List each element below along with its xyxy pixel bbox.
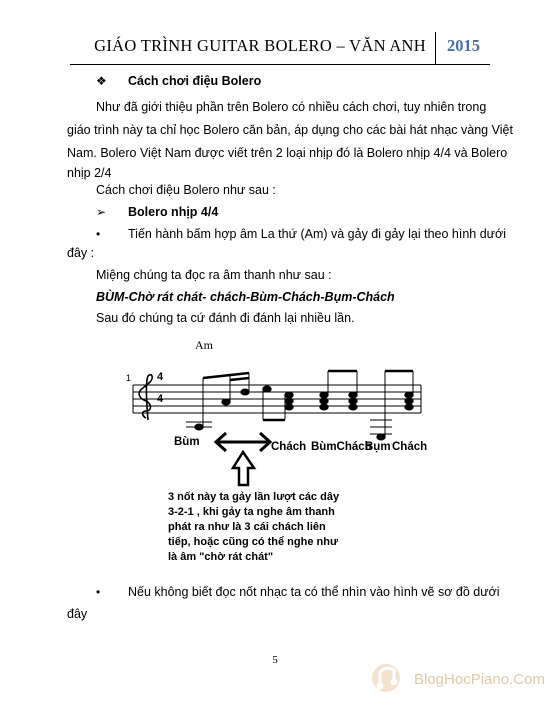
section-heading: Cách chơi điệu Bolero: [128, 74, 262, 88]
paragraph-line-1: Như đã giới thiệu phần trên Bolero có nhiều cách chơi, tuy nhiên trong: [96, 100, 487, 114]
step1-line-2: đây :: [67, 246, 95, 260]
header-title: GIÁO TRÌNH GUITAR BOLERO – VĂN ANH: [94, 36, 426, 55]
annotation-line: là âm "chờ rát chát": [168, 551, 274, 563]
double-arrow-icon: [216, 433, 270, 451]
dot-bullet-icon: •: [96, 585, 101, 599]
paragraph-line-2: giáo trình này ta chỉ học Bolero căn bản, áp dụng cho các bài hát nhạc vàng Việt: [67, 123, 513, 137]
label-bumchach: BùmChách: [311, 441, 372, 453]
annotation-line: phát ra như là 3 cái chách liên: [168, 521, 326, 533]
dot-bullet-icon: •: [96, 227, 101, 241]
time-signature-bottom: 4: [157, 393, 164, 405]
step2-line-1: Nếu không biết đọc nốt nhạc ta có thể nhìn vào hình vẽ sơ đồ dưới: [128, 585, 500, 599]
note-a: [222, 399, 230, 405]
up-arrow-icon: [233, 452, 254, 485]
chord-symbol: Am: [195, 338, 213, 352]
page-number: 5: [272, 654, 278, 666]
note-group-1: [186, 373, 293, 430]
note-e: [263, 386, 271, 392]
diamond-bullet-icon: ❖: [96, 74, 107, 88]
beam: [203, 373, 249, 378]
header-year: 2015: [447, 36, 480, 55]
label-chach-1: Chách: [271, 441, 307, 453]
step1-line-1: Tiến hành bấm hợp âm La thứ (Am) và gảy đi gảy lại theo hình dưới: [128, 227, 507, 241]
label-bum: Bùm: [174, 436, 200, 448]
score-annotation: [168, 490, 339, 565]
label-chach-2: Chách: [392, 441, 428, 453]
staff-lines: [133, 385, 421, 413]
repeat-text: Sau đó chúng ta cứ đánh đi đánh lại nhiều lần.: [96, 311, 355, 325]
note-group-2: [320, 371, 357, 410]
annotation-line: 3-2-1 , khi gảy ta nghe âm thanh: [168, 506, 335, 518]
step2-line-2: đây: [67, 607, 88, 621]
intro-text: Cách chơi điệu Bolero như sau :: [96, 183, 276, 197]
paragraph-line-4: nhịp 2/4: [67, 166, 112, 180]
paragraph-line-3: Nam. Bolero Việt Nam được viết trên 2 loại nhịp đó là Bolero nhịp 4/4 và Bolero: [67, 146, 508, 160]
note-bum-low: [377, 434, 385, 440]
annotation-line: tiếp, hoặc cũng có thể nghe như: [168, 536, 338, 548]
rhythm-syllables: BÙM-Chờ rát chát- chách-Bùm-Chách-Bụm-Chách: [96, 290, 395, 304]
note-bum: [195, 424, 203, 430]
arrow-bullet-icon: ➢: [96, 205, 107, 219]
beam: [230, 378, 249, 380]
label-bum-2: Bụm: [365, 441, 391, 453]
watermark-text: BlogHocPiano.Com: [414, 671, 545, 688]
annotation-line: 3 nốt này ta gảy lần lượt các dây: [168, 491, 340, 503]
subsection-heading: Bolero nhịp 4/4: [128, 205, 219, 219]
note-c: [241, 389, 249, 395]
time-signature-top: 4: [157, 371, 164, 383]
mouth-text: Miệng chúng ta đọc ra âm thanh như sau :: [96, 268, 332, 282]
measure-number: 1: [126, 373, 132, 383]
